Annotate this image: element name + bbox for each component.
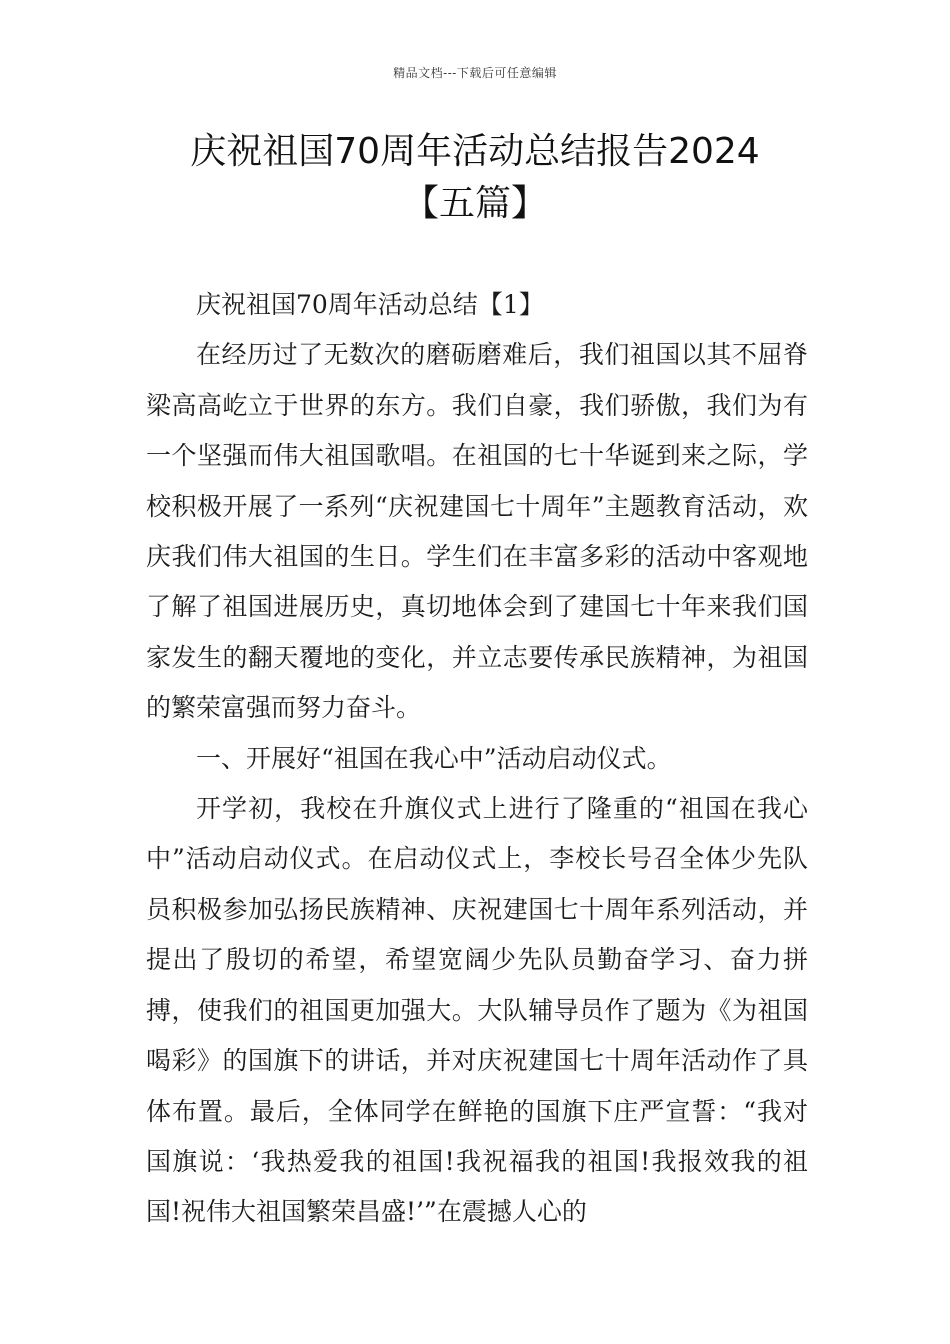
section-heading: 庆祝祖国70周年活动总结【1】 xyxy=(196,290,544,319)
document-body xyxy=(146,280,808,1238)
document-title xyxy=(120,126,830,230)
header-note: 精品文档---下载后可任意编辑 xyxy=(393,66,557,80)
body-paragraph: 在经历过了无数次的磨砺磨难后，我们祖国以其不屈脊梁高高屹立于世界的东方。我们自豪，我们骄傲，我们为有一个坚强而伟大祖国歌唱。在祖国的七十华诞到来之际，学校积极开展了一系列“庆祝建国七十周年”主题教育活动，欢庆我们伟大祖国的生日。学生们在丰富多彩的活动中客观地了解了祖国进展历史，真切地体会到了建国七十年来我们国家发生的翻天覆地的变化，并立志要传承民族精神，为祖国的繁荣富强而努力奋斗。 xyxy=(146,340,808,723)
body-paragraph: 开学初，我校在升旗仪式上进行了隆重的“祖国在我心中”活动启动仪式。在启动仪式上，李校长号召全体少先队员积极参加弘扬民族精神、庆祝建国七十周年系列活动，并提出了殷切的希望，希望宽阔少先队员勤奋学习、奋力拼搏，使我们的祖国更加强大。大队辅导员作了题为《为祖国喝彩》的国旗下的讲话，并对庆祝建国七十周年活动作了具体布置。最后，全体同学在鲜艳的国旗下庄严宣誓：“我对国旗说：‘我热爱我的祖国!我祝福我的祖国!我报效我的祖国!祝伟大祖国繁荣昌盛!’”在震撼人心的 xyxy=(146,794,808,1227)
title-line-2: 【五篇】 xyxy=(402,183,547,224)
title-line-1: 庆祝祖国70周年活动总结报告2024 xyxy=(190,131,760,172)
subsection-heading: 一、开展好“祖国在我心中”活动启动仪式。 xyxy=(196,743,672,773)
